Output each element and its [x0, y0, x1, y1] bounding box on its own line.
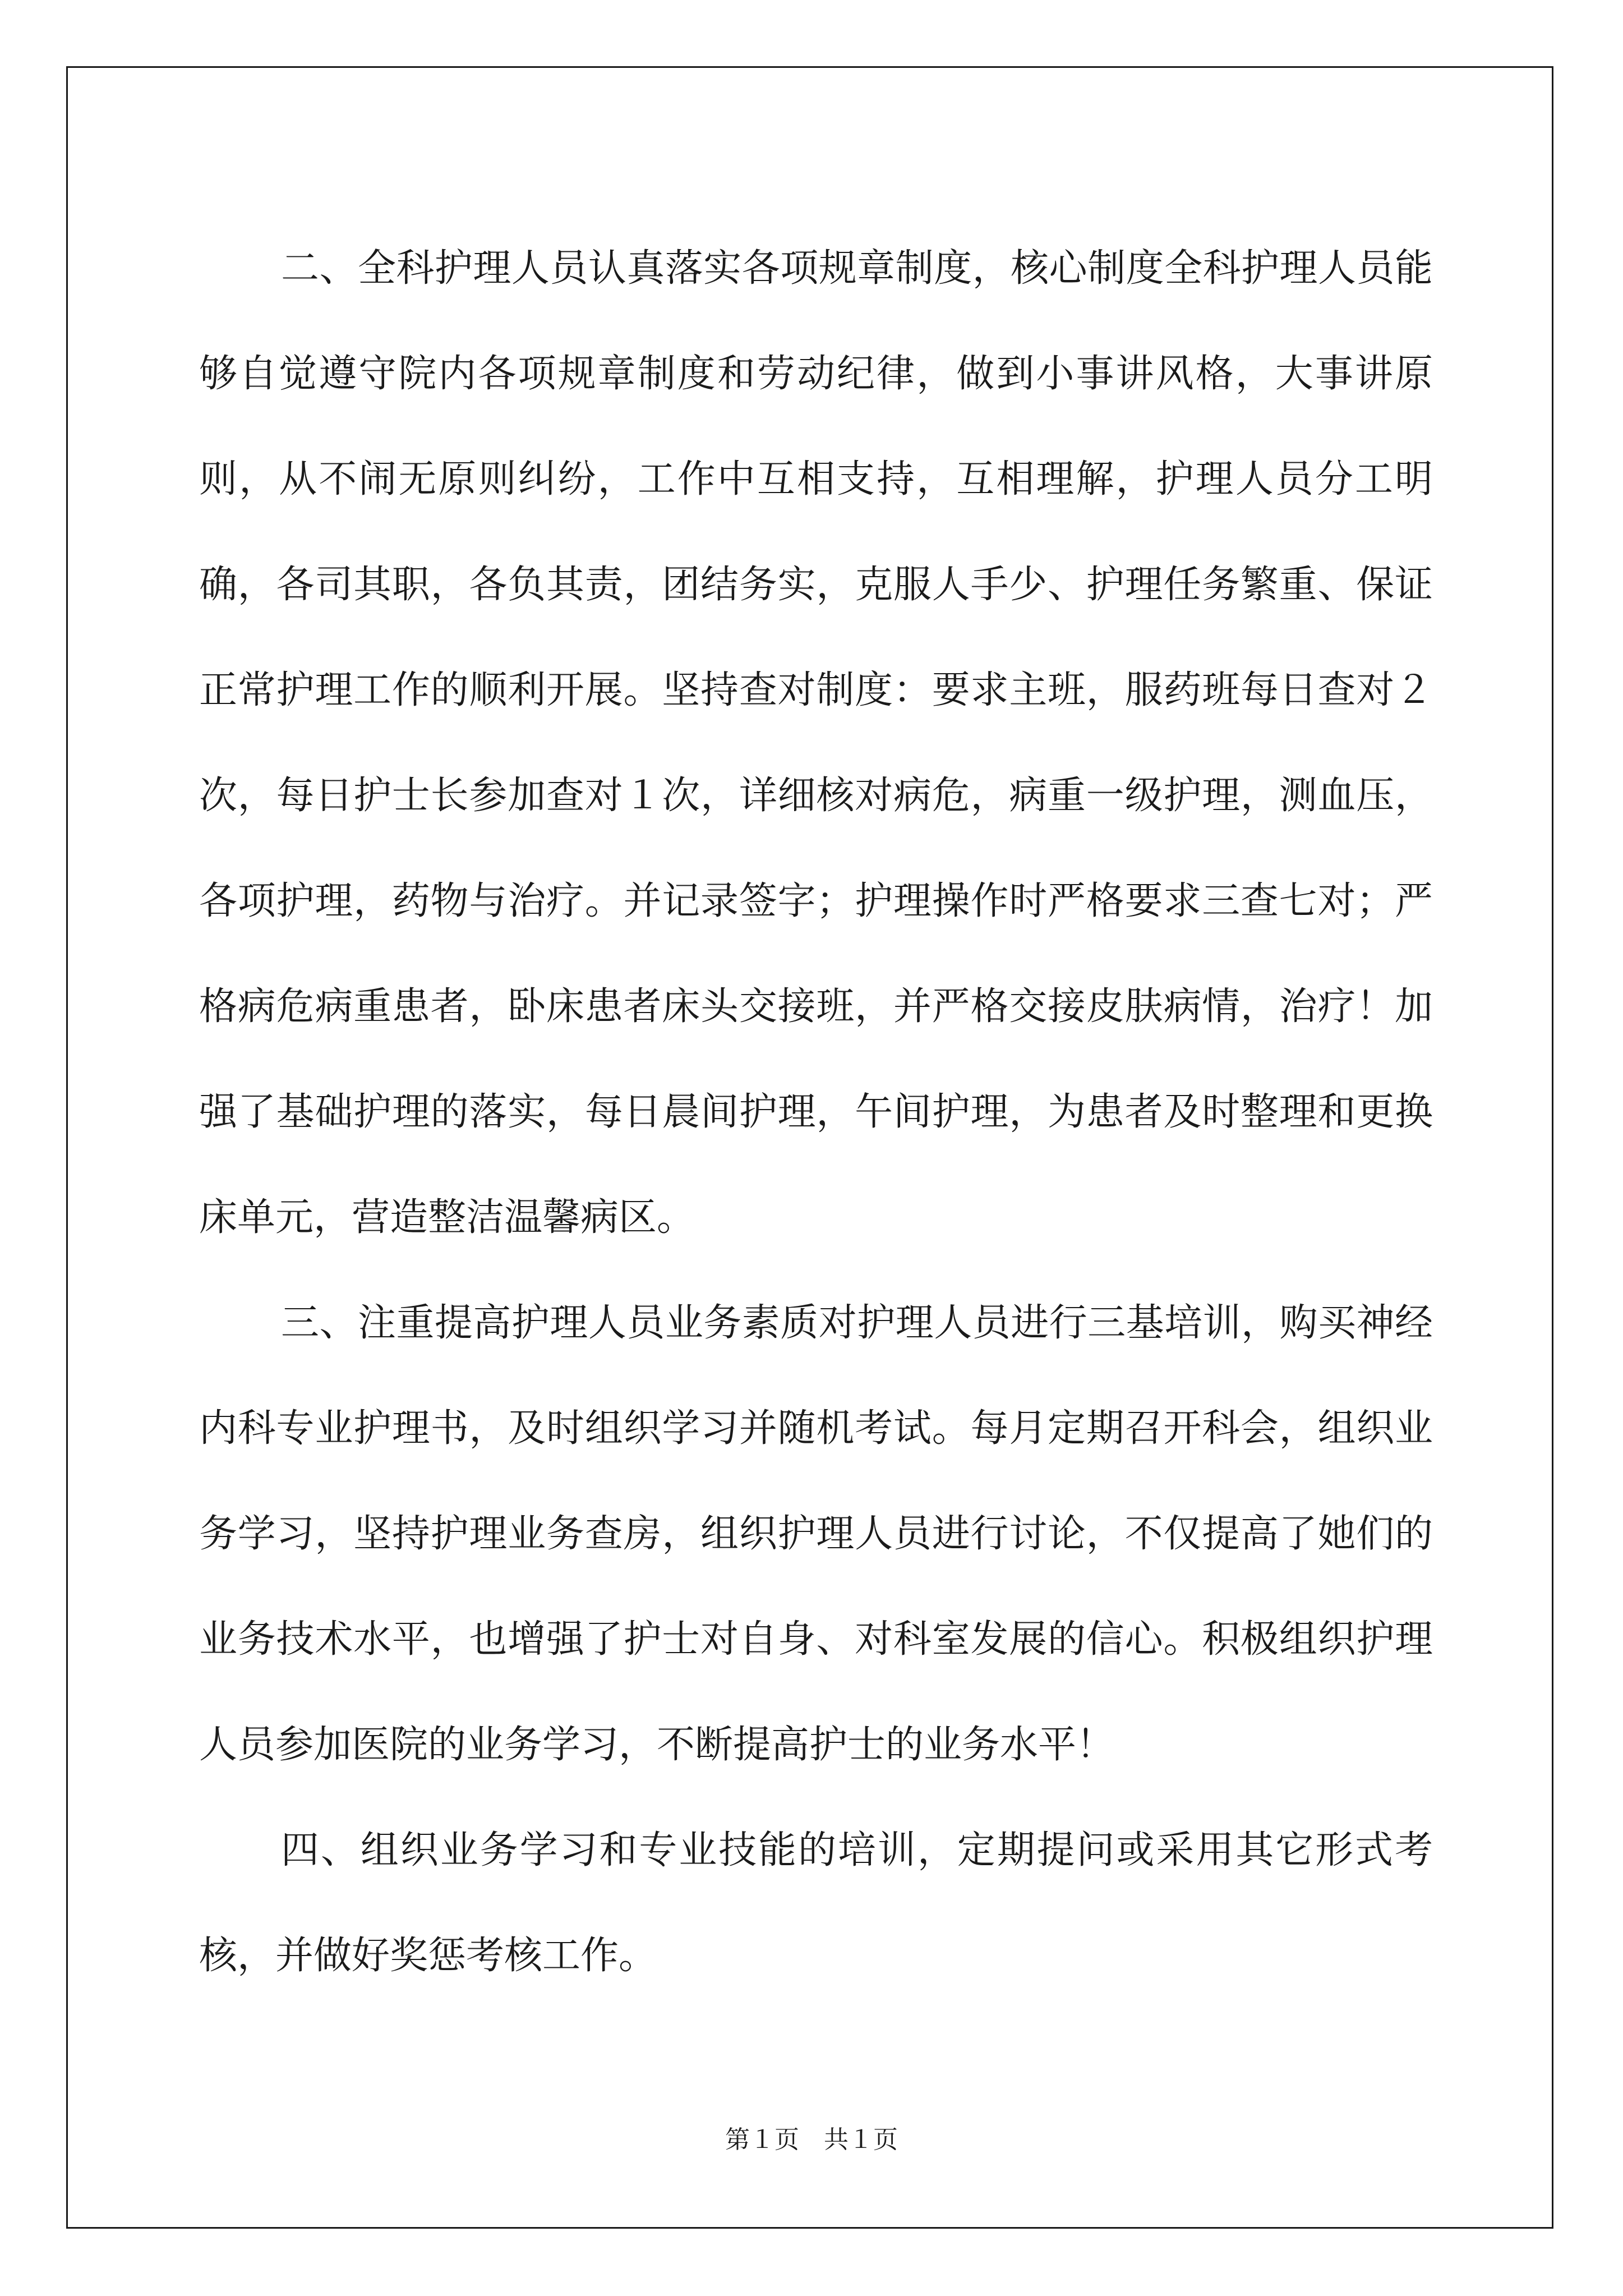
- paragraph-assessment: 四、组织业务学习和专业技能的培训，定期提问或采用其它形式考核，并做好奖惩考核工作。: [199, 1828, 1433, 1978]
- paragraph-training: 三、注重提高护理人员业务素质对护理人员进行三基培训，购买神经内科专业护理书，及时组织学习并随机考试。每月定期召开科会，组织业务学习，坚持护理业务查房，组织护理人员进行讨论，不仅提高了她们的业务技术水平，也增强了护士对自身、对科室发展的信心。积极组织护理人员参加医院的业务学习，不断提高护士的业务水平！: [199, 1301, 1433, 1767]
- page-number: 第１页 共１页: [725, 2125, 898, 2154]
- paragraph-rules: 二、全科护理人员认真落实各项规章制度，核心制度全科护理人员能够自觉遵守院内各项规章制度和劳动纪律，做到小事讲风格，大事讲原则，从不闹无原则纠纷，工作中互相支持，互相理解，护理人员分工明确，各司其职，各负其责，团结务实，克服人手少、护理任务繁重、保证正常护理工作的顺利开展。坚持查对制度：要求主班，服药班每日查对２次，每日护士长参加查对１次，详细核对病危，病重一级护理，测血压，各项护理，药物与治疗。并记录签字；护理操作时严格要求三查七对；严格病危病重患者，卧床患者床头交接班，并严格交接皮肤病情，治疗！加强了基础护理的落实，每日晨间护理，午间护理，为患者及时整理和更换床单元，营造整洁温馨病区。: [199, 246, 1433, 1240]
- document-body: [199, 216, 1433, 2009]
